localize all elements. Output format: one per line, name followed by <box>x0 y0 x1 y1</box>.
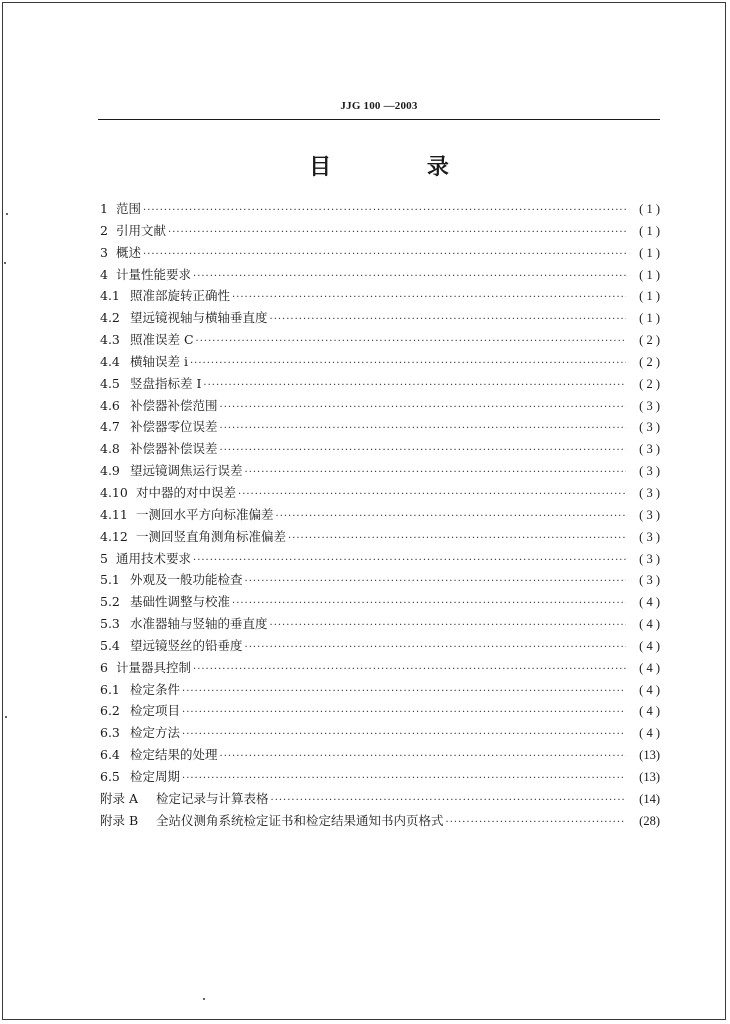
toc-entry-title: 检定方法 <box>130 725 181 741</box>
toc-entry <box>100 744 660 766</box>
toc-leader-dots <box>203 375 626 397</box>
toc-entry-title: 通用技术要求 <box>116 550 192 566</box>
toc-entry-page: ( 1 ) <box>639 267 660 282</box>
toc-entry <box>100 657 660 679</box>
toc-entry-number: 4.9 <box>100 463 120 479</box>
toc-entry-page: ( 4 ) <box>639 704 660 719</box>
toc-entry <box>100 766 660 788</box>
toc-entry-number: 6.4 <box>100 747 120 763</box>
toc-leader-dots <box>143 200 626 222</box>
toc-entry-number: 4.2 <box>100 310 120 326</box>
toc-entry-number: 5 <box>100 550 108 566</box>
toc-entry-page: (14) <box>639 791 660 806</box>
toc-leader-dots <box>220 418 626 440</box>
toc-leader-dots <box>270 615 626 637</box>
toc-entry-title: 范围 <box>116 201 142 216</box>
toc-entry-number: 5.1 <box>100 572 120 588</box>
toc-entry-page: ( 1 ) <box>639 202 660 216</box>
toc-leader-dots <box>182 768 626 790</box>
toc-entry-page: ( 4 ) <box>639 617 660 632</box>
toc-entry-number: 4.1 <box>100 288 120 304</box>
toc-entry <box>100 482 660 504</box>
toc-entry-page: ( 2 ) <box>639 376 660 391</box>
toc-entry-number: 2 <box>100 222 108 238</box>
toc-entry-page: ( 4 ) <box>639 638 660 653</box>
toc-entry-title: 横轴误差 i <box>130 353 188 369</box>
toc-leader-dots <box>193 659 626 681</box>
toc-entry-page: ( 3 ) <box>639 507 660 522</box>
toc-entry-page: (13) <box>639 748 660 763</box>
toc-leader-dots <box>271 790 626 812</box>
toc-entry-number: 附录 B <box>100 812 139 828</box>
toc-entry <box>100 635 660 657</box>
toc-entry-page: ( 2 ) <box>639 354 660 369</box>
toc-entry <box>100 504 660 526</box>
toc-entry-number: 3 <box>100 244 108 260</box>
toc-entry <box>100 220 660 242</box>
toc-entry <box>100 810 660 832</box>
running-header: JJG 100 —2003 <box>340 100 418 112</box>
toc-leader-dots <box>220 440 626 462</box>
toc-leader-dots <box>232 287 626 309</box>
toc-entry-number: 5.3 <box>100 616 120 632</box>
toc-entry-number: 附录 A <box>100 790 139 806</box>
toc-entry-title: 计量器具控制 <box>116 659 192 675</box>
toc-leader-dots <box>232 593 626 615</box>
scan-speck <box>203 998 205 1000</box>
toc-entry-title: 照准误差 C <box>130 332 194 348</box>
toc-entry <box>100 416 660 438</box>
toc-entry-title: 补偿器补偿误差 <box>130 441 218 457</box>
toc-entry-title: 照准部旋转正确性 <box>130 288 231 304</box>
toc-leader-dots <box>220 746 626 768</box>
toc-leader-dots <box>168 222 626 244</box>
toc-entry-title: 望远镜视轴与横轴垂直度 <box>130 310 268 326</box>
toc-entry-page: ( 3 ) <box>639 442 660 457</box>
toc-entry-page: ( 1 ) <box>639 311 660 326</box>
toc-entry-page: ( 3 ) <box>639 420 660 435</box>
toc-entry-title: 竖盘指标差 I <box>130 375 202 391</box>
toc-entry <box>100 395 660 417</box>
toc-entry-page: ( 3 ) <box>639 485 660 500</box>
toc-entry <box>100 264 660 286</box>
toc-entry-title: 计量性能要求 <box>116 266 192 282</box>
toc-leader-dots <box>245 462 626 484</box>
toc-leader-dots <box>245 637 626 659</box>
toc-entry-number: 4.11 <box>100 506 128 522</box>
toc-entry-page: ( 4 ) <box>639 595 660 610</box>
toc-entry-number: 6.5 <box>100 768 120 784</box>
toc-entry-title: 对中器的对中误差 <box>136 484 237 500</box>
toc-entry-number: 4.12 <box>100 528 128 544</box>
toc-entry-page: ( 1 ) <box>639 289 660 304</box>
toc-entry <box>100 438 660 460</box>
toc-entry-title: 检定记录与计算表格 <box>156 790 269 806</box>
toc-entry-page: ( 3 ) <box>639 464 660 479</box>
toc-entry-title: 检定项目 <box>130 703 181 719</box>
toc-entry-title: 补偿器补偿范围 <box>130 397 218 413</box>
toc-entry-number: 4.3 <box>100 332 120 348</box>
toc-entry-title: 检定周期 <box>130 768 181 784</box>
toc-entry <box>100 548 660 570</box>
toc-entry <box>100 285 660 307</box>
toc-entry-title: 补偿器零位误差 <box>130 419 218 435</box>
toc-entry-number: 5.2 <box>100 594 120 610</box>
toc-entry-page: (13) <box>639 769 660 784</box>
toc-leader-dots <box>220 397 626 419</box>
toc-entry-page: ( 4 ) <box>639 682 660 697</box>
toc-entry-page: ( 3 ) <box>639 398 660 413</box>
toc-leader-dots <box>182 681 626 703</box>
toc-entry-title: 检定条件 <box>130 681 181 697</box>
toc-entry-title: 检定结果的处理 <box>130 747 218 763</box>
toc-entry-number: 6 <box>100 659 108 675</box>
toc-entry <box>100 722 660 744</box>
toc-entry-page: ( 3 ) <box>639 529 660 544</box>
toc-entry-page: ( 1 ) <box>639 245 660 260</box>
toc-entry <box>100 307 660 329</box>
toc-entry-number: 4 <box>100 266 108 282</box>
toc-entry-title: 一测回水平方向标准偏差 <box>136 506 274 522</box>
toc-entry <box>100 526 660 548</box>
toc-entry-page: ( 3 ) <box>639 573 660 588</box>
toc-entry-title: 引用文献 <box>116 222 167 238</box>
toc-entry-number: 4.6 <box>100 397 120 413</box>
toc-leader-dots <box>270 309 626 331</box>
toc-entry-title: 水准器轴与竖轴的垂直度 <box>130 616 268 632</box>
toc-entry-title: 全站仪测角系统检定证书和检定结果通知书内页格式 <box>156 812 444 828</box>
toc-entry-number: 6.2 <box>100 703 120 719</box>
toc-entry-number: 4.4 <box>100 353 120 369</box>
toc-entry-page: ( 1 ) <box>639 223 660 238</box>
toc-entry <box>100 700 660 722</box>
toc-leader-dots <box>245 571 626 593</box>
toc-leader-dots <box>190 353 626 375</box>
scan-speck <box>5 716 7 718</box>
toc-entry <box>100 373 660 395</box>
toc-leader-dots <box>276 506 626 528</box>
toc-entry-number: 4.5 <box>100 375 120 391</box>
toc-entry-title: 望远镜调焦运行误差 <box>130 463 243 479</box>
toc-entry-page: ( 2 ) <box>639 333 660 348</box>
toc-entry-number: 5.4 <box>100 637 120 653</box>
toc-entry-title: 望远镜竖丝的铅垂度 <box>130 637 243 653</box>
table-of-contents <box>100 198 660 831</box>
toc-entry-number: 1 <box>100 201 108 216</box>
toc-entry-number: 4.8 <box>100 441 120 457</box>
toc-entry <box>100 569 660 591</box>
toc-leader-dots <box>193 550 626 572</box>
toc-entry <box>100 242 660 264</box>
toc-entry-page: ( 4 ) <box>639 726 660 741</box>
toc-entry <box>100 329 660 351</box>
toc-entry <box>100 591 660 613</box>
toc-leader-dots <box>182 724 626 746</box>
toc-leader-dots <box>288 528 626 550</box>
toc-entry-page: ( 3 ) <box>639 551 660 566</box>
toc-entry-page: ( 4 ) <box>639 660 660 675</box>
toc-entry-number: 4.7 <box>100 419 120 435</box>
toc-entry-title: 概述 <box>116 244 142 260</box>
toc-entry <box>100 460 660 482</box>
toc-entry <box>100 198 660 220</box>
toc-entry <box>100 613 660 635</box>
toc-entry-title: 基础性调整与校准 <box>130 594 231 610</box>
page-title: 目 录 <box>309 155 493 180</box>
toc-entry <box>100 679 660 701</box>
scan-speck <box>6 213 8 215</box>
toc-entry-number: 6.3 <box>100 725 120 741</box>
toc-entry-number: 6.1 <box>100 681 120 697</box>
toc-leader-dots <box>196 331 626 353</box>
toc-entry <box>100 788 660 810</box>
header-rule <box>98 119 660 120</box>
toc-entry-title: 一测回竖直角测角标准偏差 <box>136 528 287 544</box>
toc-leader-dots <box>143 244 626 266</box>
toc-entry-page: (28) <box>639 813 660 828</box>
toc-leader-dots <box>238 484 626 506</box>
toc-entry-title: 外观及一般功能检查 <box>130 572 243 588</box>
toc-entry <box>100 351 660 373</box>
toc-leader-dots <box>446 812 626 834</box>
scan-speck <box>4 262 6 264</box>
toc-entry-number: 4.10 <box>100 484 128 500</box>
toc-leader-dots <box>182 702 626 724</box>
toc-leader-dots <box>193 266 626 288</box>
